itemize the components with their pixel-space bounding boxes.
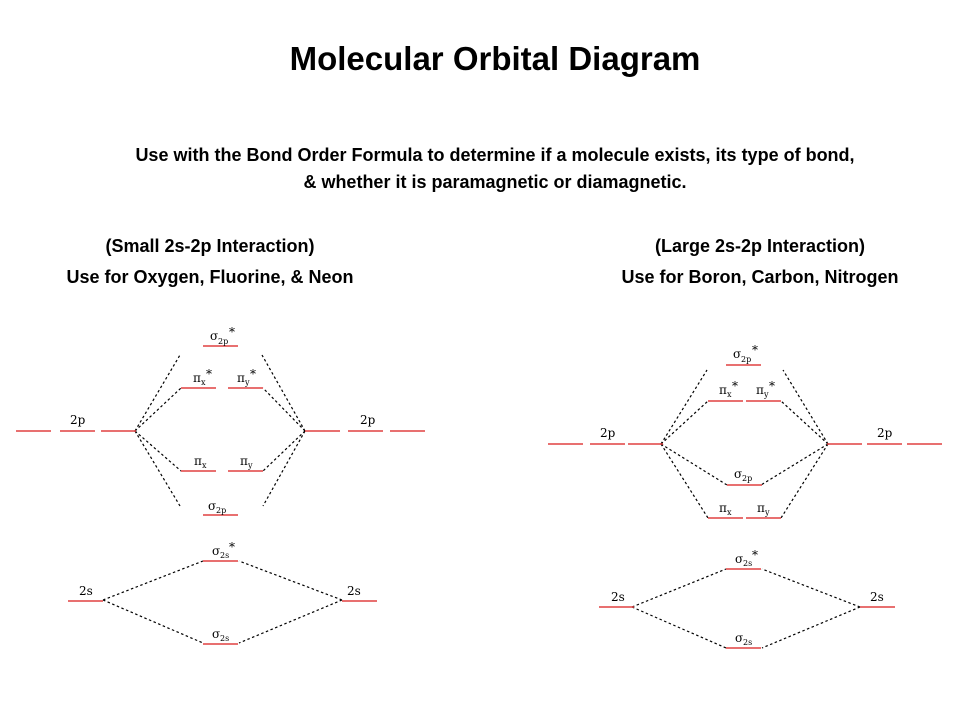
connector <box>762 569 860 607</box>
sigma-symbol: σ <box>212 544 221 558</box>
sigma-symbol: σ <box>734 467 743 481</box>
left-atomic-2p-left <box>16 413 136 431</box>
connector <box>781 444 828 518</box>
connector <box>239 561 342 600</box>
atomic-2p-label: 2p <box>600 426 616 440</box>
orbital-subscript: x <box>727 508 732 517</box>
pi-symbol: π <box>756 383 764 397</box>
orbital-subscript: 2s <box>743 638 753 647</box>
left-atomic-2s-left <box>68 584 103 601</box>
sigma-symbol: σ <box>208 499 217 513</box>
pi-symbol: π <box>193 371 201 385</box>
orbital-subscript: x <box>201 378 206 387</box>
page-title: Molecular Orbital Diagram <box>289 40 701 77</box>
connector <box>783 370 828 444</box>
orbital-subscript: 2s <box>220 551 230 560</box>
orbital-subscript: x <box>727 390 732 399</box>
pi-symbol: π <box>237 371 245 385</box>
right-2p-connectors <box>661 370 828 518</box>
left-pi-y <box>228 454 263 471</box>
sigma-symbol: σ <box>735 631 744 645</box>
connector <box>761 444 828 485</box>
right-sigma-2s <box>726 631 761 648</box>
connector <box>103 600 203 643</box>
sigma-symbol: σ <box>210 329 219 343</box>
connector <box>781 401 828 444</box>
right-pi-star-x <box>708 379 743 401</box>
antibonding-star: * <box>732 379 738 393</box>
connector <box>103 561 203 600</box>
antibonding-star: * <box>229 325 235 339</box>
orbital-subscript: y <box>248 461 253 470</box>
right-sigma-2p-star <box>726 343 761 365</box>
left-pi-star-x <box>181 367 216 388</box>
pi-symbol: π <box>719 501 727 515</box>
connector <box>661 444 708 518</box>
antibonding-star: * <box>206 367 212 381</box>
orbital-subscript: 2p <box>742 474 753 483</box>
connector <box>762 607 860 648</box>
right-pi-x <box>708 501 743 518</box>
atomic-2s-label: 2s <box>611 590 625 604</box>
connector <box>135 431 181 471</box>
connector <box>262 355 305 431</box>
connector <box>661 444 727 485</box>
atomic-2s-label: 2s <box>347 584 361 598</box>
right-sigma-2s-star <box>726 548 761 569</box>
pi-symbol: π <box>719 383 727 397</box>
antibonding-star: * <box>229 540 235 554</box>
orbital-subscript: y <box>245 378 250 387</box>
connector <box>263 431 305 506</box>
right-pi-star-y <box>746 379 781 401</box>
antibonding-star: * <box>250 367 256 381</box>
left-sigma-2p <box>203 499 238 515</box>
left-sigma-2s <box>203 627 238 644</box>
connector <box>135 388 181 431</box>
left-pi-x <box>181 454 216 471</box>
orbital-subscript: y <box>764 390 769 399</box>
left-mo-diagram <box>16 325 425 644</box>
pi-symbol: π <box>240 454 248 468</box>
orbital-subscript: 2p <box>216 506 227 515</box>
sigma-symbol: σ <box>733 347 742 361</box>
right-pi-y <box>746 501 781 518</box>
connector <box>239 600 342 643</box>
connector <box>135 431 180 506</box>
atomic-2s-label: 2s <box>870 590 884 604</box>
orbital-subscript: y <box>765 508 770 517</box>
orbital-subscript: 2s <box>743 559 753 568</box>
left-2s-connectors <box>103 561 342 643</box>
orbital-subscript: x <box>202 461 207 470</box>
left-caption-line-2: Use for Oxygen, Fluorine, & Neon <box>66 267 354 287</box>
sigma-symbol: σ <box>735 552 744 566</box>
right-atomic-2p-right <box>827 426 942 444</box>
antibonding-star: * <box>752 343 758 357</box>
atomic-2s-label: 2s <box>79 584 93 598</box>
atomic-2p-label: 2p <box>360 413 376 427</box>
antibonding-star: * <box>769 379 775 393</box>
connector <box>263 431 305 471</box>
right-atomic-2s-left <box>599 590 634 607</box>
left-sigma-2p-star <box>203 325 238 346</box>
orbital-subscript: 2p <box>218 337 229 346</box>
left-2p-connectors <box>135 355 305 506</box>
left-caption-line-1: (Small 2s-2p Interaction) <box>105 236 315 256</box>
antibonding-star: * <box>752 548 758 562</box>
atomic-2p-label: 2p <box>877 426 893 440</box>
right-atomic-2s-right <box>860 590 895 607</box>
right-atomic-2p-left <box>548 426 663 444</box>
right-2s-connectors <box>632 569 860 648</box>
left-sigma-2s-star <box>203 540 238 561</box>
pi-symbol: π <box>757 501 765 515</box>
orbital-subscript: 2p <box>741 355 752 364</box>
connector <box>661 401 708 444</box>
right-mo-diagram <box>548 343 942 648</box>
right-sigma-2p <box>727 467 762 485</box>
left-atomic-2s-right <box>342 584 377 601</box>
pi-symbol: π <box>194 454 202 468</box>
subtitle-line-1: Use with the Bond Order Formula to determine if a molecule exists, its type of bond, <box>135 145 855 165</box>
connector <box>661 370 707 444</box>
orbital-subscript: 2s <box>220 634 230 643</box>
connector <box>632 569 726 607</box>
left-pi-star-y <box>228 367 263 388</box>
connector <box>632 607 726 648</box>
sigma-symbol: σ <box>212 627 221 641</box>
right-caption-line-2: Use for Boron, Carbon, Nitrogen <box>621 267 899 287</box>
right-caption-line-1: (Large 2s-2p Interaction) <box>654 236 866 256</box>
connector <box>135 355 180 431</box>
subtitle-line-2: & whether it is paramagnetic or diamagnetic. <box>303 172 687 192</box>
atomic-2p-label: 2p <box>70 413 86 427</box>
left-atomic-2p-right <box>305 413 425 431</box>
